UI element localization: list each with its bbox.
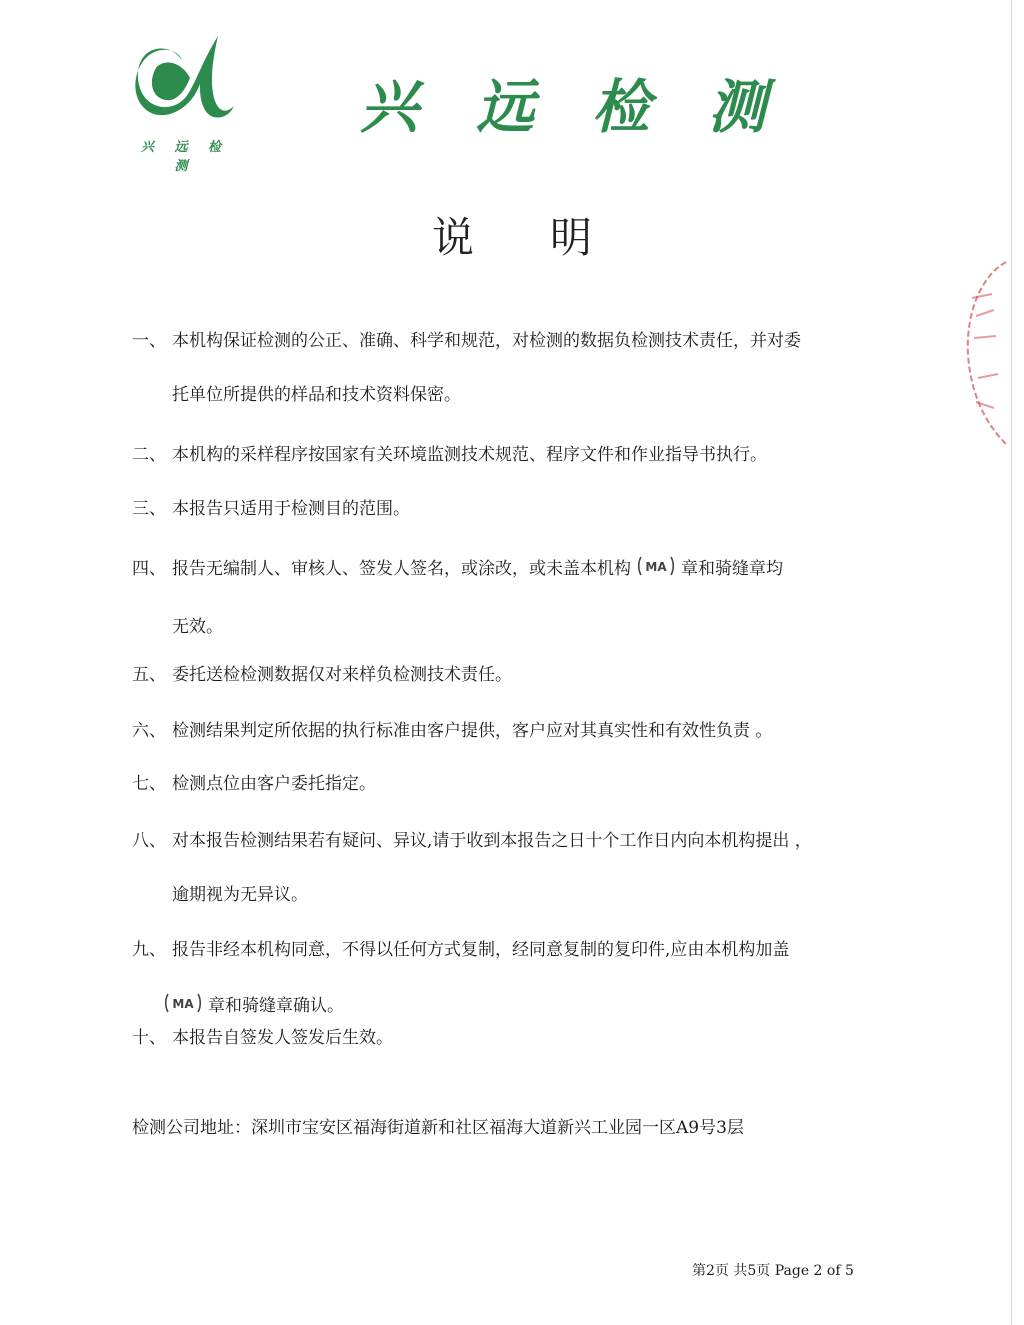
note-item-7 [132, 773, 902, 795]
note-text: 对本报告检测结果若有疑问、异议,请于收到本报告之日十个工作日内向本机构提出 ， [172, 831, 812, 851]
note-text: 本报告只适用于检测目的范围。 [172, 499, 410, 519]
note-text: 本机构的采样程序按国家有关环境监测技术规范、程序文件和作业指导书执行。 [172, 445, 767, 465]
note-continuation: 章和骑缝章确认。 [208, 996, 344, 1016]
scan-edge-line [1011, 0, 1012, 1325]
note-continuation: 无效。 [172, 617, 223, 637]
note-item-2 [132, 444, 902, 466]
note-number: 八、 [132, 831, 166, 851]
note-number: 六、 [132, 721, 166, 741]
note-text: 检测点位由客户委托指定。 [172, 774, 376, 794]
note-number: 九、 [132, 940, 166, 960]
note-text: 本报告自签发人签发后生效。 [172, 1028, 393, 1048]
note-text: 检测结果判定所依据的执行标准由客户提供，客户应对其真实性和有效性负责 。 [172, 721, 773, 741]
logo-caption: 兴 远 检 测 [140, 140, 230, 174]
page-number: 第2页 共5页 Page 2 of 5 [692, 1263, 854, 1279]
note-number: 四、 [132, 559, 166, 579]
cma-mark-icon [637, 554, 675, 584]
note-item-9 [132, 939, 902, 1021]
note-number: 三、 [132, 499, 166, 519]
note-continuation: 逾期视为无异议。 [172, 885, 308, 905]
note-item-6 [132, 720, 902, 742]
note-text-after: 章和骑缝章均 [681, 559, 783, 579]
note-item-3 [132, 498, 902, 520]
cma-mark-text: MA [645, 560, 667, 574]
note-item-10 [132, 1027, 902, 1049]
letterhead [120, 32, 825, 174]
note-number: 二、 [132, 445, 166, 465]
note-item-8 [132, 830, 902, 906]
note-item-1 [132, 330, 902, 406]
note-continuation: 托单位所提供的样品和技术资料保密。 [172, 385, 461, 405]
note-number: 五、 [132, 665, 166, 685]
note-text: 报告非经本机构同意，不得以任何方式复制，经同意复制的复印件,应由本机构加盖 [172, 940, 790, 960]
logo-alpha-icon [130, 32, 240, 132]
note-continuation-line [164, 991, 902, 1021]
note-number: 一、 [132, 331, 166, 351]
company-logo [130, 32, 240, 174]
cma-mark-text: MA [172, 997, 194, 1011]
note-text: 本机构保证检测的公正、准确、科学和规范，对检测的数据负检测技术责任，并对委 [172, 331, 801, 351]
partial-seal-stamp [948, 258, 1008, 448]
document-title: 说明 [431, 213, 668, 262]
note-item-5 [132, 664, 902, 686]
note-item-4 [132, 554, 902, 638]
company-address: 检测公司地址：深圳市宝安区福海街道新和社区福海大道新兴工业园一区A9号3层 [132, 1118, 744, 1138]
note-text: 报告无编制人、审核人、签发人签名，或涂改，或未盖本机构 [172, 559, 631, 579]
note-text: 委托送检检测数据仅对来样负检测技术责任。 [172, 665, 512, 685]
cma-mark-icon [164, 991, 202, 1021]
company-name: 兴远检测 [360, 73, 825, 141]
note-number: 十、 [132, 1028, 166, 1048]
note-number: 七、 [132, 774, 166, 794]
